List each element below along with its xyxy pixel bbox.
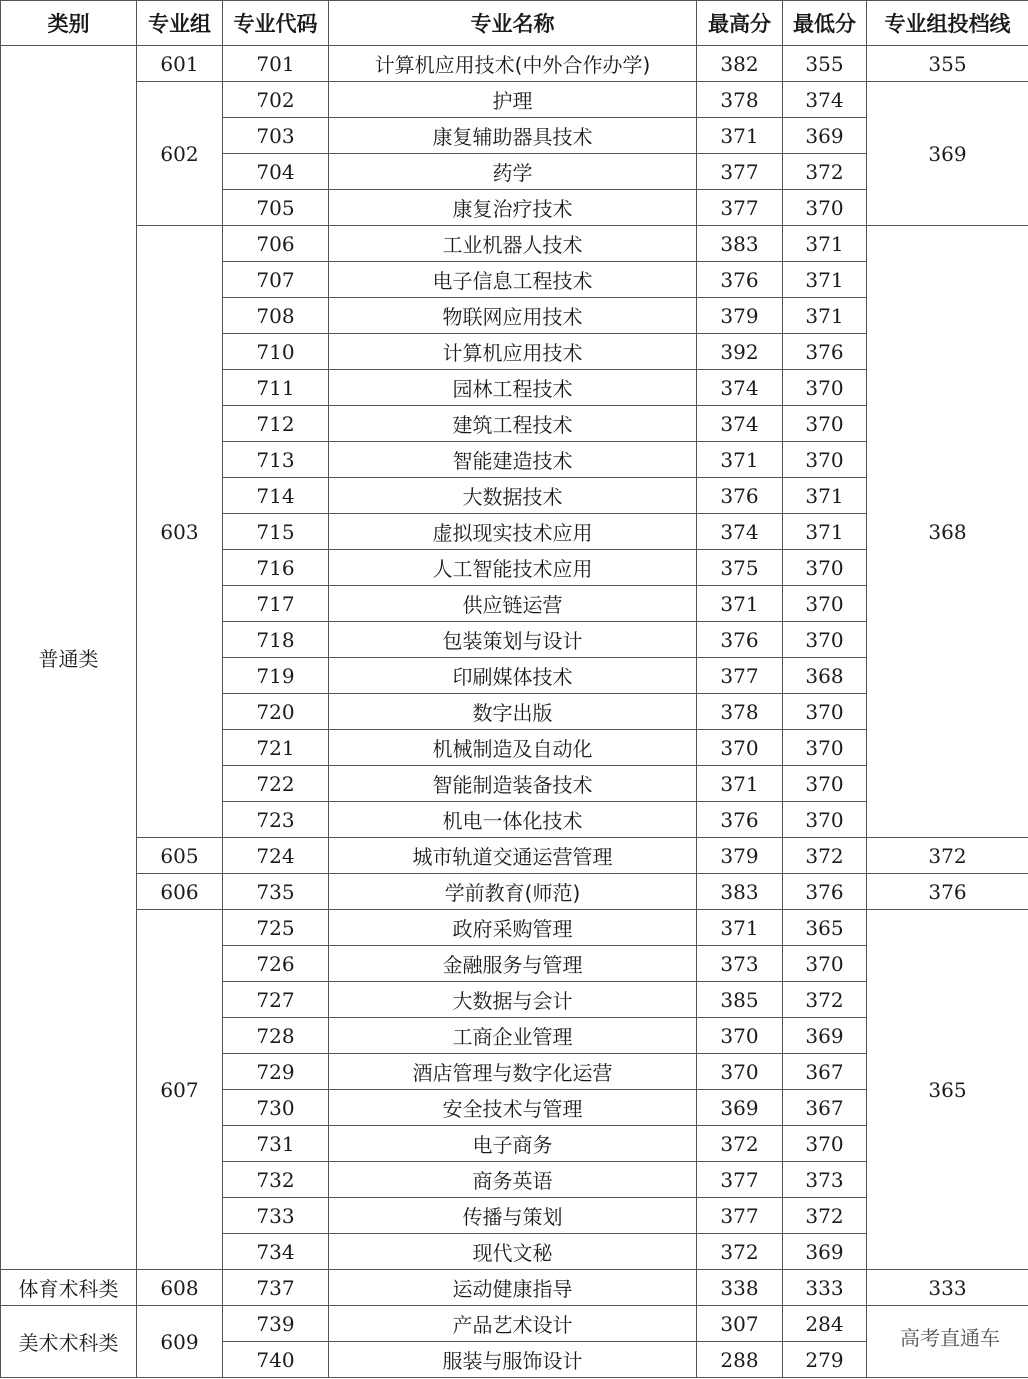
major-name-cell: 运动健康指导: [329, 1270, 697, 1306]
major-code-cell: 707: [223, 262, 329, 298]
header-group-line: 专业组投档线: [867, 1, 1028, 46]
min-score-cell: 365: [783, 910, 867, 946]
group-line-cell: [867, 1306, 1028, 1378]
major-code-cell: 730: [223, 1090, 329, 1126]
major-code-cell: 716: [223, 550, 329, 586]
min-score-cell: 370: [783, 766, 867, 802]
major-name-cell: 工业机器人技术: [329, 226, 697, 262]
major-code-cell: 724: [223, 838, 329, 874]
max-score-cell: 383: [697, 874, 783, 910]
min-score-cell: 370: [783, 550, 867, 586]
max-score-cell: 288: [697, 1342, 783, 1378]
min-score-cell: 370: [783, 442, 867, 478]
header-major-code: 专业代码: [223, 1, 329, 46]
major-code-cell: 726: [223, 946, 329, 982]
min-score-cell: 371: [783, 262, 867, 298]
category-cell: 美术术科类: [1, 1306, 137, 1378]
major-code-cell: 718: [223, 622, 329, 658]
major-name-cell: 人工智能技术应用: [329, 550, 697, 586]
table-row: [1, 910, 1028, 946]
min-score-cell: 370: [783, 946, 867, 982]
major-code-cell: 710: [223, 334, 329, 370]
major-code-cell: 715: [223, 514, 329, 550]
major-code-cell: 725: [223, 910, 329, 946]
min-score-cell: 284: [783, 1306, 867, 1342]
table-row: [1, 1306, 1028, 1342]
major-code-cell: 706: [223, 226, 329, 262]
major-code-cell: 739: [223, 1306, 329, 1342]
major-code-cell: 703: [223, 118, 329, 154]
max-score-cell: 385: [697, 982, 783, 1018]
min-score-cell: 367: [783, 1054, 867, 1090]
min-score-cell: 372: [783, 154, 867, 190]
min-score-cell: 333: [783, 1270, 867, 1306]
major-code-cell: 728: [223, 1018, 329, 1054]
min-score-cell: 368: [783, 658, 867, 694]
major-name-cell: 数字出版: [329, 694, 697, 730]
max-score-cell: 378: [697, 694, 783, 730]
major-name-cell: 大数据技术: [329, 478, 697, 514]
table-row: [1, 838, 1028, 874]
max-score-cell: 371: [697, 118, 783, 154]
major-name-cell: 酒店管理与数字化运营: [329, 1054, 697, 1090]
min-score-cell: 372: [783, 1198, 867, 1234]
max-score-cell: 383: [697, 226, 783, 262]
major-name-cell: 计算机应用技术: [329, 334, 697, 370]
max-score-cell: 307: [697, 1306, 783, 1342]
max-score-cell: 375: [697, 550, 783, 586]
max-score-cell: 369: [697, 1090, 783, 1126]
min-score-cell: 370: [783, 694, 867, 730]
major-code-cell: 713: [223, 442, 329, 478]
table-row: [1, 46, 1028, 82]
major-name-cell: 金融服务与管理: [329, 946, 697, 982]
major-name-cell: 计算机应用技术(中外合作办学): [329, 46, 697, 82]
min-score-cell: 376: [783, 334, 867, 370]
header-max-score: 最高分: [697, 1, 783, 46]
max-score-cell: 376: [697, 262, 783, 298]
min-score-cell: 370: [783, 406, 867, 442]
min-score-cell: 373: [783, 1162, 867, 1198]
major-name-cell: 传播与策划: [329, 1198, 697, 1234]
major-code-cell: 714: [223, 478, 329, 514]
major-code-cell: 733: [223, 1198, 329, 1234]
major-code-cell: 717: [223, 586, 329, 622]
max-score-cell: 382: [697, 46, 783, 82]
max-score-cell: 370: [697, 1018, 783, 1054]
max-score-cell: 374: [697, 370, 783, 406]
table-row: [1, 226, 1028, 262]
min-score-cell: 376: [783, 874, 867, 910]
major-code-cell: 721: [223, 730, 329, 766]
major-name-cell: 大数据与会计: [329, 982, 697, 1018]
min-score-cell: 372: [783, 838, 867, 874]
major-code-cell: 737: [223, 1270, 329, 1306]
major-name-cell: 园林工程技术: [329, 370, 697, 406]
table-row: [1, 82, 1028, 118]
major-name-cell: 虚拟现实技术应用: [329, 514, 697, 550]
major-name-cell: 商务英语: [329, 1162, 697, 1198]
major-name-cell: 智能制造装备技术: [329, 766, 697, 802]
major-name-cell: 机电一体化技术: [329, 802, 697, 838]
group-cell: 607: [137, 910, 223, 1270]
watermark-text: 高考直通车: [900, 1326, 1000, 1350]
max-score-cell: 377: [697, 658, 783, 694]
major-code-cell: 711: [223, 370, 329, 406]
min-score-cell: 371: [783, 478, 867, 514]
min-score-cell: 355: [783, 46, 867, 82]
min-score-cell: 370: [783, 802, 867, 838]
group-line-cell: 355: [867, 46, 1028, 82]
major-code-cell: 740: [223, 1342, 329, 1378]
min-score-cell: 370: [783, 586, 867, 622]
major-name-cell: 药学: [329, 154, 697, 190]
group-cell: 603: [137, 226, 223, 838]
max-score-cell: 376: [697, 622, 783, 658]
major-name-cell: 康复辅助器具技术: [329, 118, 697, 154]
major-code-cell: 702: [223, 82, 329, 118]
min-score-cell: 370: [783, 370, 867, 406]
header-min-score: 最低分: [783, 1, 867, 46]
group-cell: 606: [137, 874, 223, 910]
max-score-cell: 370: [697, 730, 783, 766]
min-score-cell: 374: [783, 82, 867, 118]
major-name-cell: 电子信息工程技术: [329, 262, 697, 298]
major-name-cell: 机械制造及自动化: [329, 730, 697, 766]
min-score-cell: 369: [783, 118, 867, 154]
min-score-cell: 369: [783, 1234, 867, 1270]
min-score-cell: 367: [783, 1090, 867, 1126]
group-line-cell: 368: [867, 226, 1028, 838]
max-score-cell: 379: [697, 838, 783, 874]
group-cell: 608: [137, 1270, 223, 1306]
group-line-cell: 376: [867, 874, 1028, 910]
max-score-cell: 377: [697, 1162, 783, 1198]
major-name-cell: 物联网应用技术: [329, 298, 697, 334]
max-score-cell: 376: [697, 802, 783, 838]
group-cell: 601: [137, 46, 223, 82]
major-name-cell: 供应链运营: [329, 586, 697, 622]
major-code-cell: 732: [223, 1162, 329, 1198]
major-code-cell: 723: [223, 802, 329, 838]
major-code-cell: 731: [223, 1126, 329, 1162]
header-row: [1, 1, 1028, 46]
max-score-cell: 373: [697, 946, 783, 982]
group-cell: 602: [137, 82, 223, 226]
major-code-cell: 701: [223, 46, 329, 82]
major-code-cell: 708: [223, 298, 329, 334]
major-code-cell: 720: [223, 694, 329, 730]
major-code-cell: 704: [223, 154, 329, 190]
major-name-cell: 包装策划与设计: [329, 622, 697, 658]
major-name-cell: 学前教育(师范): [329, 874, 697, 910]
major-name-cell: 工商企业管理: [329, 1018, 697, 1054]
major-name-cell: 安全技术与管理: [329, 1090, 697, 1126]
category-cell: 普通类: [1, 46, 137, 1270]
major-name-cell: 护理: [329, 82, 697, 118]
major-name-cell: 建筑工程技术: [329, 406, 697, 442]
min-score-cell: 370: [783, 190, 867, 226]
major-name-cell: 城市轨道交通运营管理: [329, 838, 697, 874]
major-code-cell: 712: [223, 406, 329, 442]
category-cell: 体育术科类: [1, 1270, 137, 1306]
header-category: 类别: [1, 1, 137, 46]
max-score-cell: 371: [697, 766, 783, 802]
major-code-cell: 705: [223, 190, 329, 226]
max-score-cell: 371: [697, 442, 783, 478]
major-name-cell: 产品艺术设计: [329, 1306, 697, 1342]
max-score-cell: 372: [697, 1126, 783, 1162]
header-group: 专业组: [137, 1, 223, 46]
max-score-cell: 374: [697, 406, 783, 442]
min-score-cell: 370: [783, 622, 867, 658]
min-score-cell: 370: [783, 1126, 867, 1162]
max-score-cell: 338: [697, 1270, 783, 1306]
min-score-cell: 370: [783, 730, 867, 766]
max-score-cell: 377: [697, 154, 783, 190]
header-major-name: 专业名称: [329, 1, 697, 46]
min-score-cell: 372: [783, 982, 867, 1018]
max-score-cell: 376: [697, 478, 783, 514]
major-name-cell: 现代文秘: [329, 1234, 697, 1270]
min-score-cell: 371: [783, 514, 867, 550]
major-name-cell: 服装与服饰设计: [329, 1342, 697, 1378]
min-score-cell: 369: [783, 1018, 867, 1054]
min-score-cell: 279: [783, 1342, 867, 1378]
max-score-cell: 371: [697, 910, 783, 946]
max-score-cell: 371: [697, 586, 783, 622]
table-row: [1, 874, 1028, 910]
major-name-cell: 政府采购管理: [329, 910, 697, 946]
group-line-cell: 365: [867, 910, 1028, 1270]
max-score-cell: 377: [697, 1198, 783, 1234]
group-line-cell: 333: [867, 1270, 1028, 1306]
major-code-cell: 719: [223, 658, 329, 694]
max-score-cell: 379: [697, 298, 783, 334]
major-name-cell: 印刷媒体技术: [329, 658, 697, 694]
major-name-cell: 电子商务: [329, 1126, 697, 1162]
max-score-cell: 374: [697, 514, 783, 550]
major-code-cell: 734: [223, 1234, 329, 1270]
major-name-cell: 智能建造技术: [329, 442, 697, 478]
major-code-cell: 735: [223, 874, 329, 910]
major-code-cell: 722: [223, 766, 329, 802]
major-code-cell: 727: [223, 982, 329, 1018]
group-cell: 605: [137, 838, 223, 874]
min-score-cell: 371: [783, 298, 867, 334]
major-name-cell: 康复治疗技术: [329, 190, 697, 226]
min-score-cell: 371: [783, 226, 867, 262]
max-score-cell: 392: [697, 334, 783, 370]
group-line-cell: 369: [867, 82, 1028, 226]
max-score-cell: 372: [697, 1234, 783, 1270]
major-code-cell: 729: [223, 1054, 329, 1090]
table-row: [1, 1270, 1028, 1306]
max-score-cell: 378: [697, 82, 783, 118]
max-score-cell: 370: [697, 1054, 783, 1090]
group-line-cell: 372: [867, 838, 1028, 874]
group-cell: 609: [137, 1306, 223, 1378]
max-score-cell: 377: [697, 190, 783, 226]
